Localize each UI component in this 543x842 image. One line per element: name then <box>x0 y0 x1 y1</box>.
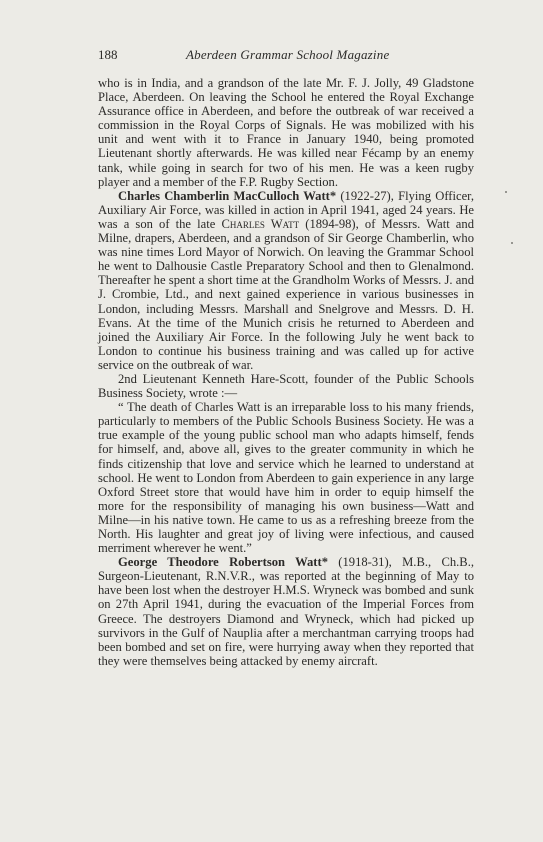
paragraph-hare-scott-intro: 2nd Lieutenant Kenneth Hare-Scott, founder of the Public Schools Business Society, wrote :— <box>98 371 474 401</box>
charles-watt-father-name: Charles Watt <box>221 216 300 231</box>
hare-scott-quotation: “ The death of Charles Watt is an irreparable loss to his many friends, particularly to members of the Public Schools Business Society. He was a true example of the young public school man who adapts himself, fends for himself, and, above all, gives to the greater community in which he finds citizenship that love and service which he learned to understand at school. He went to London from Aberdeen to gain experience in any large Oxford Street store that would have him in order to equip himself the more for the responsibility of managing his own business—Watt and Milne—in his native town. He came to us as a refreshing breeze from the North. His laughter and great joy of living were infectious, and caused merriment wherever he went.” <box>98 400 474 556</box>
page-number: 188 <box>98 47 118 62</box>
page-speck <box>505 191 507 193</box>
article-body <box>98 76 474 668</box>
paragraph-charles-watt <box>98 189 474 372</box>
charles-watt-text-start: (1922-27), Flying Officer, Auxiliary Air Force, was killed in action in April 1941, aged 24 years. He was a son of the late <box>98 188 474 231</box>
paragraph-george-watt <box>98 555 474 668</box>
running-head <box>98 46 474 64</box>
george-watt-text: (1918-31), M.B., Ch.B., Surgeon-Lieutenant, R.N.V.R., was reported at the beginning of May to have been lost when the destroyer H.M.S. Wryneck was bombed and sunk on 27th April 1941, during the evacuation of the Imperial Forces from Greece. The destroyers Diamond and Wryneck, which had picked up survivors in the Gulf of Nauplia after a merchantman carrying troops had been bombed and set on fire, were hurrying away when they reported that they were themselves being attacked by enemy aircraft. <box>98 555 474 668</box>
page-speck <box>511 242 513 244</box>
journal-title: Aberdeen Grammar School Magazine <box>186 47 390 62</box>
paragraph-jolly-grandson: who is in India, and a grandson of the late Mr. F. J. Jolly, 49 Gladstone Place, Aberdeen. On leaving the School he entered the Royal Exchange Assurance office in Aberdeen, and before the outbreak of war received a commission in the Royal Corps of Signals. He was mobilized with his unit and went with it to France in January 1940, being promoted Lieutenant shortly afterwards. He was killed near Fécamp by an enemy tank, while going in search for two of his men. He was a keen rugby player and a member of the F.P. Rugby Section. <box>98 76 474 189</box>
charles-watt-name: Charles Chamberlin MacCulloch Watt* <box>118 188 337 203</box>
george-watt-name: George Theodore Robertson Watt* <box>118 555 328 570</box>
charles-watt-text-end: (1894-98), of Messrs. Watt and Milne, drapers, Aberdeen, and a grandson of Sir George Chamberlin, who was nine times Lord Mayor of Norwich. On leaving the Grammar School he went to Dalhousie Castle Preparatory School and then to Glenalmond. Thereafter he spent a short time at the Grandholm Works of Messrs. J. and J. Crombie, Ltd., and next gained experience in various businesses in London, including Messrs. Marshall and Snelgrove and Messrs. D. H. Evans. At the time of the Munich crisis he returned to Aberdeen and joined the Auxiliary Air Force. In the following July he went back to London to continue his business training and was called up for active service on the outbreak of war. <box>98 216 474 372</box>
